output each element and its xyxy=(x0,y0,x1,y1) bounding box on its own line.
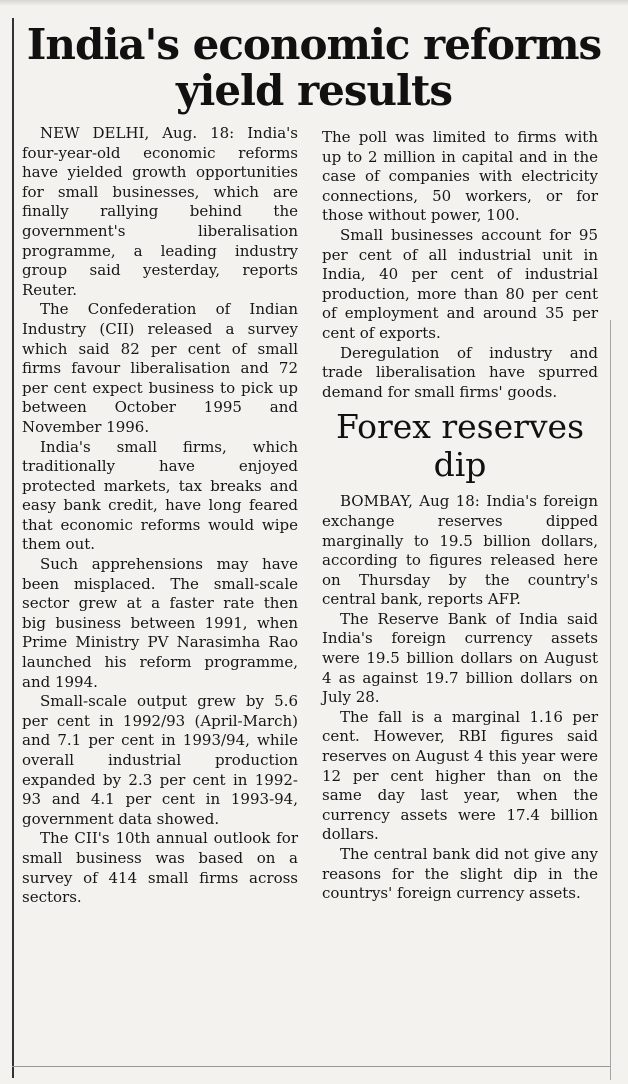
paragraph: The central bank did not give any reasons for the slight dip in the countrys' foreign currency assets. xyxy=(322,845,598,903)
paragraph: The CII's 10th annual outlook for small business was based on a survey of 414 small firms across sectors. xyxy=(22,829,298,907)
paragraph: Small-scale output grew by 5.6 per cent in 1992/93 (April-March) and 7.1 per cent in 1993/94, while overall industrial production expanded by 2.3 per cent in 1992-93 and 4.1 per cent in 1993-94, government data showed. xyxy=(22,692,298,828)
paragraph: NEW DELHI, Aug. 18: India's four-year-old economic reforms have yielded growth opportunities for small businesses, which are finally rallying behind the government's liberalisation programme, a leading industry group said yesterday, reports Reuter. xyxy=(22,124,298,299)
paragraph: India's small firms, which traditionally have enjoyed protected markets, tax breaks and easy bank credit, have long feared that economic reforms would wipe them out. xyxy=(22,437,298,554)
paragraph: BOMBAY, Aug 18: India's foreign exchange reserves dipped marginally to 19.5 billion dollars, according to figures released here on Thursday by the country's central bank, reports AFP. xyxy=(322,492,598,609)
paragraph: The Reserve Bank of India said India's foreign currency assets were 19.5 billion dollars on August 4 as against 19.7 billion dollars on July 28. xyxy=(322,609,598,707)
paragraph: Deregulation of industry and trade liberalisation have spurred demand for small firms' goods. xyxy=(322,343,598,401)
right-column-rule xyxy=(610,320,611,1080)
subheadline: Forex reserves dip xyxy=(335,407,584,485)
left-column xyxy=(22,124,298,908)
paragraph: The fall is a marginal 1.16 per cent. However, RBI figures said reserves on August 4 this year were 12 per cent higher than on the same day last year, when the currency assets were 17.4 billion dollars. xyxy=(322,707,598,844)
headline: India's economic reforms yield results xyxy=(26,20,602,115)
paragraph: The poll was limited to firms with up to 2 million in capital and in the case of companies with electricity connections, 50 workers, or for those without power, 100. xyxy=(322,128,598,225)
left-column-rule xyxy=(12,18,14,1078)
paragraph: The Confederation of Indian Industry (CII) released a survey which said 82 per cent of small firms favour liberalisation and 72 per cent expect business to pick up between October 1995 and November 1996. xyxy=(22,300,298,436)
paragraph: Such apprehensions may have been misplaced. The small-scale sector grew at a faster rate then big business between 1991, when Prime Ministry PV Narasimha Rao launched his reform programme, and 1994. xyxy=(22,555,298,691)
top-edge xyxy=(0,0,628,6)
bottom-rule xyxy=(12,1066,610,1067)
paragraph: Small businesses account for 95 per cent of all industrial unit in India, 40 per cent of industrial production, more than 80 per cent of employment and around 35 per cent of exports. xyxy=(322,225,598,342)
right-column xyxy=(322,128,598,904)
